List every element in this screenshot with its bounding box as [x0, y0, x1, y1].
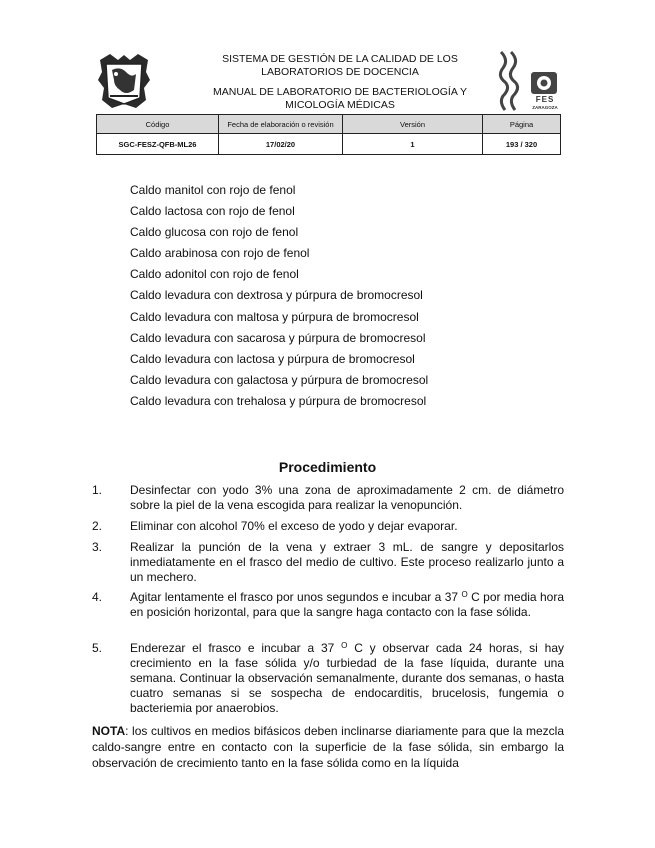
table-header-cell: Fecha de elaboración o revisión	[219, 115, 343, 134]
step-text: Realizar la punción de la vena y extraer 3 mL. de sangre y depositarlos inmediatamente en el frasco del medio de cultivo. Este proceso realizarlo junto a un mechero.	[130, 540, 564, 584]
culture-media-list	[130, 183, 428, 415]
table-row	[97, 134, 561, 155]
note-text: : los cultivos en medios bifásicos deben inclinarse diariamente para que la mezcla caldo-sangre entre en contacto con la superficie de la fase sólida, sin embargo la observación de crecimiento tanto en la fase sólida como en la líquida	[92, 724, 564, 770]
document-control-table	[96, 114, 561, 155]
list-item: Caldo levadura con trehalosa y púrpura de bromocresol	[130, 393, 427, 408]
table-cell-version: 1	[343, 134, 483, 155]
table-header-cell: Página	[483, 115, 561, 134]
step-number: 5.	[92, 641, 103, 655]
list-item: Caldo manitol con rojo de fenol	[130, 183, 296, 197]
list-item: Caldo lactosa con rojo de fenol	[130, 204, 295, 219]
system-title: SISTEMA DE GESTIÓN DE LA CALIDAD DE LOS LABORATORIOS DE DOCENCIA	[222, 53, 458, 78]
fes-zaragoza-logo-icon	[495, 50, 561, 112]
table-header-row	[97, 115, 561, 134]
step-text: Eliminar con alcohol 70% el exceso de yodo y dejar evaporar.	[130, 519, 458, 533]
list-item: Caldo arabinosa con rojo de fenol	[130, 246, 310, 261]
procedure-heading: Procedimiento	[278, 459, 377, 475]
list-item: Caldo levadura con sacarosa y púrpura de bromocresol	[130, 330, 426, 345]
step-text: Desinfectar con yodo 3% una zona de aproximadamente 2 cm. de diámetro sobre la piel de la vena escogida para realizar la venopunción.	[130, 483, 564, 512]
step-number: 1.	[92, 483, 103, 497]
step-number: 3.	[92, 540, 103, 554]
degree-superscript: O	[341, 641, 348, 650]
note-paragraph	[92, 723, 564, 771]
note-label: NOTA	[92, 724, 126, 738]
list-item: Caldo levadura con maltosa y púrpura de bromocresol	[130, 309, 419, 324]
table-header-cell: Versión	[343, 115, 483, 134]
list-item: Caldo adonitol con rojo de fenol	[130, 267, 299, 282]
list-item: Caldo levadura con galactosa y púrpura de bromocresol	[130, 372, 429, 387]
step-text: Enderezar el frasco e incubar a 37 $^O$ C y observar cada 24 horas, si hay crecimiento en la fase sólida y/o turbiedad de la fase líquida, durante una semana. Continuar la observación semanalmente, durante dos semanas, o hasta cuatro semanas si se sospecha de endocarditis, brucelosis, fungemia o bacteriemia por anaerobios.	[130, 641, 564, 715]
table-header-cell: Código	[97, 115, 219, 134]
step-text: Agitar lentamente el frasco por unos segundos e incubar a 37 $^O$ C por media hora en posición horizontal, para que la sangre haga contacto con la fase sólida.	[130, 590, 564, 619]
degree-superscript: O	[461, 590, 468, 599]
list-item: Caldo levadura con dextrosa y púrpura de bromocresol	[130, 288, 423, 303]
table-cell-code: SGC-FESZ-QFB-ML26	[97, 134, 219, 155]
table-cell-page: 193 / 320	[483, 134, 561, 155]
fes-logo-subtext: ZARAGOZA	[532, 105, 558, 110]
unam-logo-icon	[96, 52, 152, 112]
list-item: Caldo levadura con lactosa y púrpura de bromocresol	[130, 351, 415, 366]
table-cell-date: 17/02/20	[219, 134, 343, 155]
fes-logo-text: FES	[535, 95, 555, 104]
manual-title: MANUAL DE LABORATORIO DE BACTERIOLOGÍA Y MICOLOGÍA MÉDICAS	[212, 86, 467, 111]
step-number: 2.	[92, 519, 103, 533]
list-item: Caldo glucosa con rojo de fenol	[130, 225, 299, 240]
step-number: 4.	[92, 590, 103, 604]
